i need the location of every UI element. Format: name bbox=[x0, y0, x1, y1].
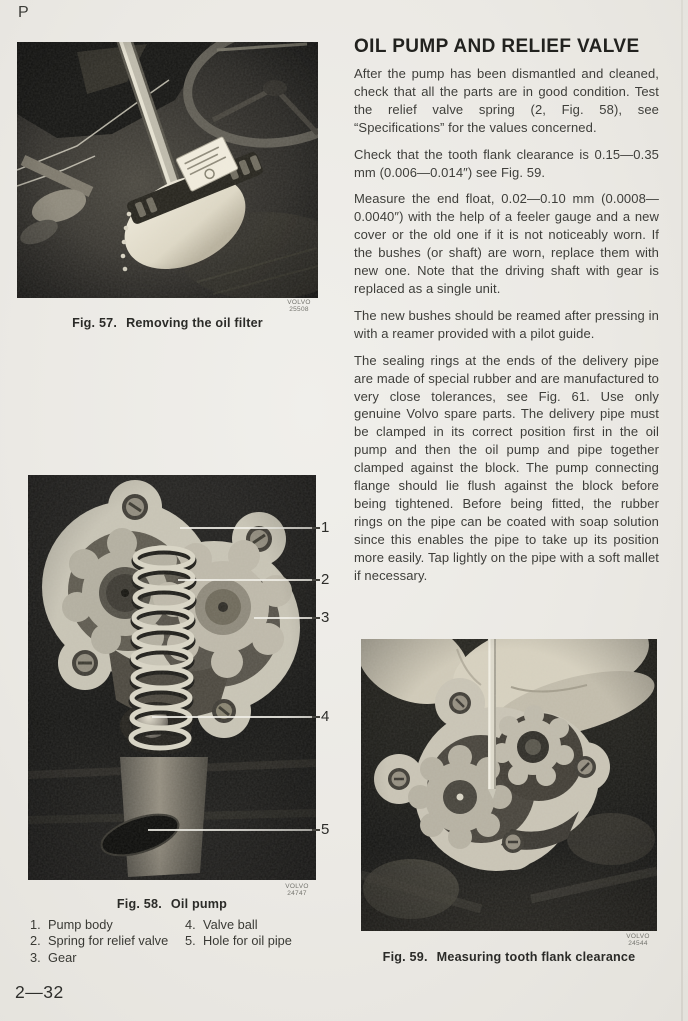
figure-59-watermark: VOLVO 24544 bbox=[626, 933, 650, 947]
callout-connector-5 bbox=[312, 829, 320, 831]
legend-item-4: 4. Valve ball bbox=[185, 917, 258, 932]
callout-4: 4 bbox=[321, 708, 330, 725]
paragraph-2: Check that the tooth flank clearance is 0.15—0.35 mm (0.006—0.014″) see Fig. 59. bbox=[354, 146, 659, 180]
figure-57-watermark: VOLVO 25508 bbox=[287, 299, 311, 313]
callout-2: 2 bbox=[321, 571, 330, 588]
article-column bbox=[354, 36, 659, 593]
figure-58-caption-label: Fig. 58. bbox=[116, 897, 162, 911]
header-letter: P bbox=[18, 4, 30, 21]
article-title: OIL PUMP AND RELIEF VALVE bbox=[354, 36, 640, 57]
figure-59-caption bbox=[361, 950, 657, 964]
callout-3: 3 bbox=[321, 609, 330, 626]
callout-connector-3 bbox=[312, 617, 320, 619]
figure-58-watermark: VOLVO 24747 bbox=[285, 883, 309, 897]
legend-item-1: 1. Pump body bbox=[30, 917, 113, 932]
page-number: 2—32 bbox=[15, 982, 64, 1002]
callout-5: 5 bbox=[321, 821, 330, 838]
figure-57-caption-text: Removing the oil filter bbox=[126, 316, 263, 330]
callout-1: 1 bbox=[321, 519, 330, 536]
paragraph-4: The new bushes should be reamed after pressing in with a reamer provided with a pilot guide. bbox=[354, 307, 659, 341]
figure-58-caption bbox=[28, 897, 316, 911]
page-edge-shadow bbox=[681, 0, 683, 1021]
figure-59-caption-text: Measuring tooth flank clearance bbox=[436, 950, 636, 964]
callout-connector-1 bbox=[312, 527, 320, 529]
figure-59-caption-label: Fig. 59. bbox=[382, 950, 428, 964]
paragraph-5: The sealing rings at the ends of the delivery pipe are made of special rubber and are manufactured to very close tolerances, see Fig. 61. Use only genuine Volvo spare parts. The delivery pipe must be clamped in its correct position first in the oil pump and then the oil pump and pipe together clamped against the block. The pump connecting flange should lie flush against the block before being tightened. Before being fitted, the rubber rings on the pipe can be coated with soap solution since this enables the pipe to take up its position more easily. Tap lightly on the pipe with a soft mallet if necessary. bbox=[354, 352, 659, 583]
figure-59-photo bbox=[361, 639, 657, 931]
paragraph-1: After the pump has been dismantled and cleaned, check that all the parts are in good condition. Test the relief valve spring (2, Fig. 58), see “Specifications” for the values concerned. bbox=[354, 66, 659, 135]
figure-57-caption-label: Fig. 57. bbox=[72, 316, 118, 330]
figure-58-photo bbox=[28, 475, 316, 880]
figure-57-caption bbox=[17, 316, 318, 330]
figure-57-photo bbox=[17, 42, 318, 298]
callout-connector-2 bbox=[312, 579, 320, 581]
legend-item-2: 2. Spring for relief valve bbox=[30, 933, 169, 949]
callout-connector-4 bbox=[312, 716, 320, 718]
legend-item-5: 5. Hole for oil pipe bbox=[185, 933, 292, 949]
legend-item-3: 3. Gear bbox=[30, 949, 77, 965]
figure-58-caption-text: Oil pump bbox=[170, 897, 228, 911]
paragraph-3: Measure the end float, 0.02—0.10 mm (0.0008—0.0040″) with the help of a feeler gauge and a new cover or the old one if it is not noticeably worn. If the bushes (or shaft) are worn, replace them with new one. Note that the driving shaft with gear is replaced as a single unit. bbox=[354, 191, 659, 296]
